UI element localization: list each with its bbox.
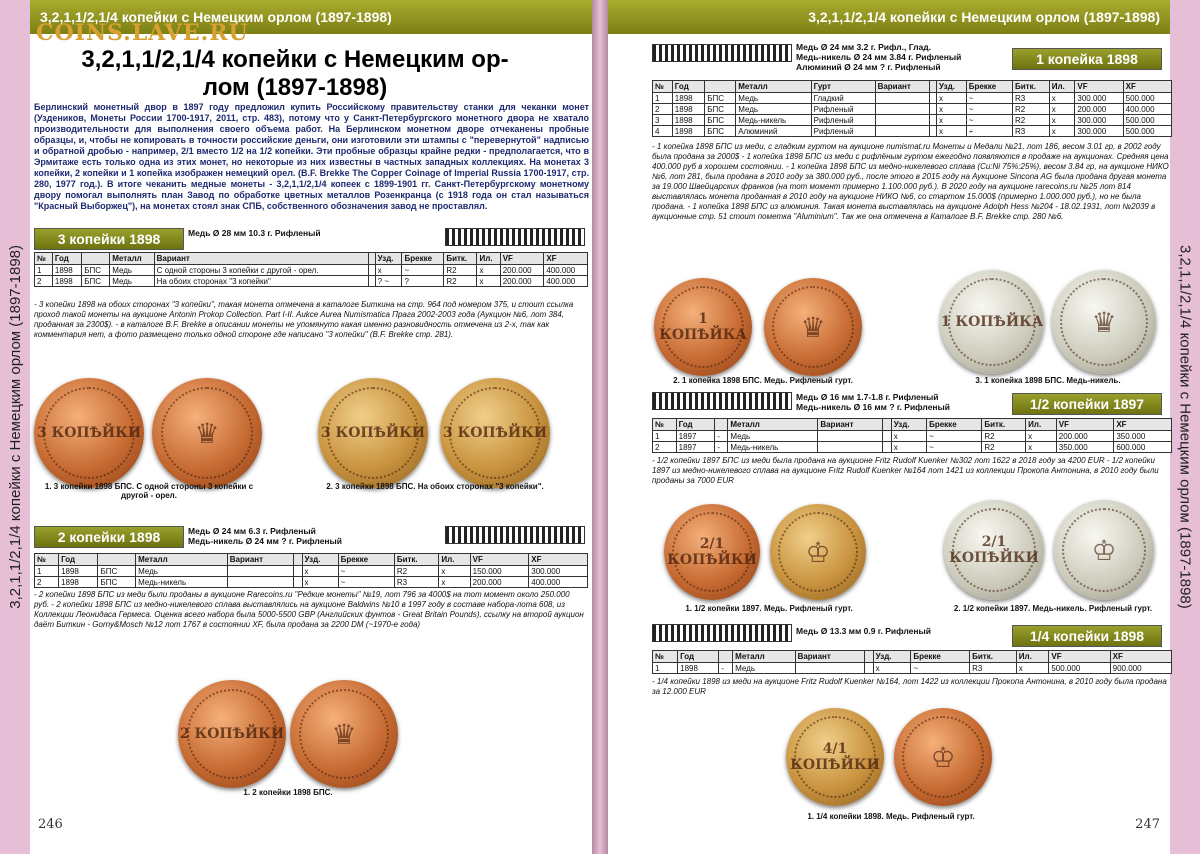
table-cell: ~ (402, 265, 444, 276)
table-cell: 1898 (678, 663, 719, 674)
specs-1-kopek: Медь Ø 24 мм 3.2 г. Рифл., Глад. Медь-никель Ø 24 мм 3.84 г. Рифленый Алюминий Ø 24 мм ? г. Рифленый (796, 42, 962, 72)
table-cell: - (719, 663, 733, 674)
coin-quarter-k-reverse (894, 708, 992, 806)
table-header-cell: XF (529, 554, 588, 566)
table-cell (864, 663, 873, 674)
caption-half-k-1: 1. 1/2 копейки 1897. Медь. Рифленый гурт. (685, 604, 853, 613)
table-cell: На обоих сторонах "3 копейки" (154, 276, 369, 287)
table-2-kopeks (34, 553, 588, 588)
table-cell: ~ (966, 93, 1012, 104)
table-cell: Медь (736, 104, 811, 115)
table-cell: ~ (966, 104, 1012, 115)
table-cell: x (477, 276, 500, 287)
table-header-cell: Узд. (302, 554, 338, 566)
table-cell: x (937, 93, 967, 104)
table-cell: ~ (338, 566, 394, 577)
section-title-half-kopek: 1/2 копейки 1897 (1012, 393, 1162, 415)
table-cell: 200.000 (1056, 431, 1114, 442)
table-cell: 1898 (672, 93, 704, 104)
table-cell: ~ (338, 577, 394, 588)
coin-quarter-k-obverse: 4/1 КОПѢЙКИ (786, 708, 884, 806)
table-cell: БПС (705, 104, 736, 115)
table-cell (875, 104, 929, 115)
table-header-cell: Год (52, 253, 81, 265)
specs-quarter-kopek: Медь Ø 13.3 мм 0.9 г. Рифленый (796, 626, 931, 636)
table-cell: x (302, 566, 338, 577)
right-side-strip (1170, 0, 1200, 854)
table-cell: R2 (444, 276, 477, 287)
table-header-cell (98, 554, 136, 566)
table-header-cell: Битк. (444, 253, 477, 265)
table-cell: Рифленый (811, 104, 875, 115)
barcode-stripes (652, 44, 792, 62)
table-half-kopek (652, 418, 1172, 453)
table-header-cell: Ил. (1016, 651, 1049, 663)
table-header-cell: XF (1123, 81, 1171, 93)
table-cell: 350.000 (1114, 431, 1172, 442)
right-running-header: 3,2,1,1/2,1/4 копейки с Немецким орлом (1897-1898) (608, 0, 1170, 34)
table-header-cell (705, 81, 736, 93)
table-cell: x (1026, 431, 1057, 442)
table-header-cell: Брекке (402, 253, 444, 265)
table-cell: БПС (98, 566, 136, 577)
table-header-cell (715, 419, 728, 431)
table-cell: x (439, 566, 470, 577)
table-3-kopeks (34, 252, 588, 287)
table-header-cell: Год (59, 554, 98, 566)
table-header-cell (864, 651, 873, 663)
barcode-stripes (652, 392, 792, 410)
caption-3k-2: 2. 3 копейки 1898 БПС. На обоих сторонах "3 копейки". (326, 482, 544, 491)
table-cell: x (477, 265, 500, 276)
table-header-cell (82, 253, 110, 265)
specs-3-kopeks: Медь Ø 28 мм 10.3 г. Рифленый (188, 228, 321, 238)
table-header-cell: Металл (733, 651, 795, 663)
table-cell: 400.000 (1123, 104, 1171, 115)
section-title-1-kopek: 1 копейка 1898 (1012, 48, 1162, 70)
table-header-cell: № (653, 651, 678, 663)
table-cell (883, 442, 891, 453)
caption-quarter-k: 1. 1/4 копейки 1898. Медь. Рифленый гурт. (807, 812, 975, 821)
specs-2-kopeks: Медь Ø 24 мм 6.3 г. Рифленый Медь-никель Ø 24 мм ? г. Рифленый (188, 526, 343, 546)
coin-1k-cuni-reverse (1052, 270, 1156, 374)
table-cell: С одной стороны 3 копейки с другой - орел. (154, 265, 369, 276)
table-header-cell: Брекке (911, 651, 970, 663)
table-header-cell: Вариант (227, 554, 293, 566)
table-row (35, 577, 588, 588)
coin-half-k-cuni-obverse: 2/1 КОПѢЙКИ (944, 500, 1044, 600)
monogram-icon: ♔ (1091, 534, 1117, 566)
table-row (653, 115, 1172, 126)
monogram-icon: ♔ (930, 741, 956, 773)
table-header-cell: Брекке (927, 419, 982, 431)
table-header-row (35, 253, 588, 265)
table-quarter-kopek (652, 650, 1172, 674)
table-cell: ~ (927, 442, 982, 453)
table-cell: 300.000 (1075, 115, 1123, 126)
table-cell: 400.000 (544, 265, 588, 276)
table-header-cell (929, 81, 936, 93)
table-cell (293, 566, 302, 577)
table-cell: 200.000 (1075, 104, 1123, 115)
table-header-cell: Узд. (873, 651, 911, 663)
table-header-cell: XF (1110, 651, 1171, 663)
table-header-cell: Брекке (338, 554, 394, 566)
table-cell: x (937, 115, 967, 126)
table-header-cell: Узд. (375, 253, 402, 265)
table-cell: 2 (653, 442, 677, 453)
table-header-cell: Ил. (477, 253, 500, 265)
table-cell: БПС (82, 276, 110, 287)
table-header-cell (293, 554, 302, 566)
table-cell: ~ (966, 115, 1012, 126)
table-cell: 900.000 (1110, 663, 1171, 674)
table-cell: 1898 (672, 104, 704, 115)
table-header-cell: Битк. (970, 651, 1017, 663)
table-cell: 500.000 (1049, 663, 1110, 674)
section-3-kopeks-header (34, 228, 321, 250)
table-row (653, 93, 1172, 104)
notes-half-kopek: - 1/2 копейки 1897 БПС из меди была продана на аукционе Fritz Rudolf Kuenker №302 лот 1622 в 2018 году за 4200 EUR - 1/2 копейки 1897 из медно-никелевого сплава на аукционе Fritz Rudolf Kuenker №164 лот 1421 из коллекции Прокопа Антонина, в 2010 году были проданы за 7000 EUR (652, 456, 1159, 485)
table-cell: Медь (136, 566, 228, 577)
section-title-2-kopeks: 2 копейки 1898 (34, 526, 184, 548)
table-cell: 400.000 (544, 276, 588, 287)
coin-2k-obverse: 2 КОПѢЙКИ (178, 680, 286, 788)
page-number-right: 247 (1135, 817, 1160, 832)
table-cell: Гладкий (811, 93, 875, 104)
coin-half-k-reverse (770, 504, 866, 600)
intro-text: Берлинский монетный двор в 1897 году предложил купить Российскому правительству станки для чеканки монет (Уздеников, Монеты России 1700-1917, 2011, стр. 483), потому что у Санкт-Петербургского монетного двора не хватало производительности для выполнения своего объема работ. На Берлинском монетном дворе отчеканены пробные образцы, и, чтобы не копировать в точности российские деньги, они изготовили эти штампы с "перевернутой" надписью и обратной дробью - например, 2/1 вместо 1/2 на 1/2 копейки. Эти пробные образцы крайне редки - предполагается, что в Эрмитаже есть только одна из этих монет, но некоторые из них известны в частных западных коллекциях. На монетах 3 копейки, 2 копейки и 1 копейка изображен немецкий орел. (B.F. Brekke The Copper Coinage of Imperial Russia 1700-1917, стр. 280, 1977 год.). В итоге чеканить медные монеты - 3,2,1,1/2,1/4 копеек с 1899-1901 гг. Санкт-Петербургскому монетному двору помогал выполнять план Завод по обработке цветных металлов Розенкранца (с 1918 года он стал называться "Красный Выборжец"), на монетах стоял знак СПБ, собственного обозначения завод не проставлял. (34, 102, 589, 211)
table-cell: R3 (970, 663, 1017, 674)
section-2-kopeks-header (34, 526, 342, 548)
table-header-cell: Вариант (818, 419, 883, 431)
table-cell: 1898 (59, 577, 98, 588)
table-cell: x (891, 442, 926, 453)
watermark: COINS.LAVE.RU (36, 20, 249, 46)
table-cell: - (715, 442, 728, 453)
table-cell: 1898 (59, 566, 98, 577)
table-header-cell: Битк. (982, 419, 1026, 431)
table-cell (818, 431, 883, 442)
table-cell: x (1016, 663, 1049, 674)
table-header-cell: Узд. (891, 419, 926, 431)
left-side-title: 3,2,1,1/2,1/4 копейки с Немецким орлом (1897-1898) (6, 245, 24, 609)
table-header-cell: Вариант (154, 253, 369, 265)
book-gutter (592, 0, 608, 854)
table-cell: Рифленый (811, 115, 875, 126)
table-header-cell: Ил. (439, 554, 470, 566)
coin-3k-obverse: 3 КОПѢЙКИ (34, 378, 144, 488)
left-running-header: 3,2,1,1/2,1/4 копейки с Немецким орлом (1897-1898) (30, 0, 592, 34)
table-cell: R2 (444, 265, 477, 276)
table-cell (929, 126, 936, 137)
table-cell: ~ (927, 431, 982, 442)
table-header-cell: VF (1075, 81, 1123, 93)
monogram-icon: ♔ (805, 536, 831, 568)
table-header-cell: Вариант (795, 651, 864, 663)
table-cell: ? ~ (375, 276, 402, 287)
table-header-cell: Узд. (937, 81, 967, 93)
table-cell: ? (402, 276, 444, 287)
table-cell: БПС (705, 126, 736, 137)
table-cell: x (937, 104, 967, 115)
table-cell: 200.000 (470, 577, 529, 588)
table-header-cell: Металл (136, 554, 228, 566)
table-cell: 1 (653, 431, 677, 442)
barcode-stripes (652, 624, 792, 642)
table-cell: Медь-никель (728, 442, 818, 453)
coin-half-k-obverse: 2/1 КОПѢЙКИ (664, 504, 760, 600)
table-header-cell (883, 419, 891, 431)
table-cell: Медь (110, 276, 154, 287)
table-cell (929, 104, 936, 115)
table-cell: 1 (653, 663, 678, 674)
main-title: 3,2,1,1/2,1/4 копейки с Немецким ор-лом (1897-1898) (81, 46, 509, 101)
right-side-title: 3,2,1,1/2,1/4 копейки с Немецким орлом (1897-1898) (1176, 245, 1194, 609)
table-cell (227, 566, 293, 577)
table-header-cell: VF (500, 253, 544, 265)
table-header-cell: Год (676, 419, 715, 431)
table-cell: 500.000 (1123, 126, 1171, 137)
table-cell: - (715, 431, 728, 442)
table-cell: ~ (911, 663, 970, 674)
table-cell: 1 (653, 93, 673, 104)
table-header-cell: VF (1056, 419, 1114, 431)
table-cell (818, 442, 883, 453)
table-header-cell: Год (678, 651, 719, 663)
table-cell: 2 (653, 104, 673, 115)
table-cell: ÷ (966, 126, 1012, 137)
table-cell: 300.000 (529, 566, 588, 577)
table-cell: R3 (394, 577, 439, 588)
eagle-icon: ♛ (194, 417, 220, 449)
table-row (653, 663, 1172, 674)
table-header-cell: Металл (728, 419, 818, 431)
table-header-cell: Битк. (1012, 81, 1049, 93)
table-row (653, 431, 1172, 442)
table-cell: x (1026, 442, 1057, 453)
table-cell: 1898 (52, 265, 81, 276)
table-header-cell: XF (544, 253, 588, 265)
table-cell: R2 (982, 442, 1026, 453)
table-cell: 600.000 (1114, 442, 1172, 453)
table-cell: 300.000 (1075, 126, 1123, 137)
table-cell: x (302, 577, 338, 588)
table-cell: Медь-никель (136, 577, 228, 588)
barcode-stripes (445, 228, 585, 246)
table-header-cell: Металл (110, 253, 154, 265)
coin-1k-reverse (764, 278, 862, 376)
table-header-cell: Гурт (811, 81, 875, 93)
table-row (35, 276, 588, 287)
eagle-icon: ♛ (800, 311, 826, 343)
notes-quarter-kopek: - 1/4 копейки 1898 из меди на аукционе Fritz Rudolf Kuenker №164, лот 1422 из коллекции Прокопа Антонина, в 2010 году была продана за 12.000 EUR (652, 677, 1167, 696)
table-row (35, 566, 588, 577)
left-side-strip (0, 0, 30, 854)
table-cell: x (1049, 115, 1075, 126)
table-cell: 4 (653, 126, 673, 137)
table-cell: R3 (1012, 126, 1049, 137)
left-page (0, 0, 592, 854)
coin-1k-cuni-obverse: 1 КОПѢЙКА (940, 270, 1044, 374)
table-header-cell: Металл (736, 81, 811, 93)
caption-3k-1: 1. 3 копейки 1898 БПС. С одной стороны 3 копейки с другой - орел. (44, 482, 254, 500)
table-cell: 200.000 (500, 276, 544, 287)
table-cell (929, 93, 936, 104)
table-cell: 300.000 (1075, 93, 1123, 104)
notes-2-kopeks: - 2 копейки 1898 БПС из меди были проданы в аукционе Rarecoins.ru "Редкие монеты" №19, лот 796 за 4000$ на тот момент около 250.000 руб. - 2 копейки 1898 БПС из медно-никелевого сплава выставлялись на аукционе Baldwins №10 в 1997 году в составе набора-лота 608, из Коллекции Леонидаса Гермеса. Оценка всего набора была 5000-5500 GBP (Английских фунтов - Great Britain Pounds), ссылку на второй аукцион даёт Биткин - Gorny&Mosch №12 лот 1767 в состоянии XF, была продана за 2200 DM (~1970-е года) (34, 590, 584, 629)
section-title-quarter-kopek: 1/4 копейки 1898 (1012, 625, 1162, 647)
notes-3-kopeks: - 3 копейки 1898 на обоих сторонах "3 копейки", такая монета отмечена в каталоге Биткина на стр. 964 под номером 375, и стоит ссылка проход такой монеты на аукционе Antonin Prokop Collection. Part I-II. Aukce Aurea Numismatica Прага 2002-2003 года (Аукцион №6, лот 384, проданная за 2300$). - в каталоге B.F. Brekke в описании монеты не упомянуто какая именно разновидность отмечена из 2-х, так как комментария нет, а фото размещено только одной стороне где написано "3 копейки" (B.F. Brekke стр. 281). (34, 300, 574, 339)
coin-2k-reverse (290, 680, 398, 788)
table-cell: R2 (1012, 115, 1049, 126)
table-header-cell: Ил. (1026, 419, 1057, 431)
specs-half-kopek: Медь Ø 16 мм 1.7-1.8 г. Рифленый Медь-никель Ø 16 мм ? г. Рифленый (796, 392, 951, 412)
section-title-3-kopeks: 3 копейки 1898 (34, 228, 184, 250)
table-cell: 400.000 (529, 577, 588, 588)
table-header-cell: Брекке (966, 81, 1012, 93)
table-cell: 1898 (672, 115, 704, 126)
table-1-kopek (652, 80, 1172, 137)
table-header-cell: Вариант (875, 81, 929, 93)
table-cell: Рифленый (811, 126, 875, 137)
table-header-row (653, 419, 1172, 431)
caption-2k: 1. 2 копейки 1898 БПС. (243, 788, 333, 797)
table-cell (227, 577, 293, 588)
eagle-icon: ♛ (331, 718, 357, 750)
caption-1k-1: 2. 1 копейка 1898 БПС. Медь. Рифленый гурт. (673, 376, 853, 385)
coin-3k-reverse (152, 378, 262, 488)
table-cell: БПС (705, 93, 736, 104)
table-header-row (653, 651, 1172, 663)
table-header-cell: Год (672, 81, 704, 93)
table-cell: 1 (35, 265, 53, 276)
table-header-row (35, 554, 588, 566)
table-cell: 1897 (676, 442, 715, 453)
right-page (608, 0, 1200, 854)
notes-1-kopek: - 1 копейка 1898 БПС из меди, с гладким гуртом на аукционе numismat.ru Монеты и Медали №21, лот 186, весом 3.01 гр, в 2002 году была продана за 2000$ - 1 копейка 1898 БПС из меди с рифлёным гуртом ежегодно появляются в продаже на аукционах. Средняя цена 400.000 руб в хорошем состоянии. - 1 копейка 1898 БПС из медно-никелевого сплава (Cu:Ni 75%:25%), весом 3.84 гр, на аукционе НИКО №6, лот 281, была продана в 2010 году за 380.000 руб., после этого в 2015 году на Аукционе Sincona AG была продана другая монета за 19.000 Швейцарских франков (на тот момент примерно 1.100.000 руб.). В 2020 году на аукционе rarecoins.ru №25 лот 814 выставлялась монета проданная в 2010 году на аукционе НИКО №6, со стартом 15.000$ (примерно 1.000.000 руб.), но не была продана. - 1 копейка 1898 БПС из алюминия. Такая монета выставлялась на аукционе Adolph Hess №204 - 18.02.1931, лот №2039 в аукционные стр. 51 стоит пометка "Aluminium". Так же она отмечена в Каталоге B.F. Brekke стр. 280 №6. (652, 142, 1169, 221)
table-cell: R3 (1012, 93, 1049, 104)
table-cell: 2 (35, 276, 53, 287)
table-cell: Медь (733, 663, 795, 674)
table-cell: БПС (705, 115, 736, 126)
table-header-cell: № (653, 81, 673, 93)
table-cell: 200.000 (500, 265, 544, 276)
table-header-cell: Битк. (394, 554, 439, 566)
eagle-icon: ♛ (1091, 306, 1117, 338)
table-cell: x (1049, 126, 1075, 137)
table-cell: x (1049, 93, 1075, 104)
barcode-stripes (445, 526, 585, 544)
table-cell: 3 (653, 115, 673, 126)
table-cell: Медь-никель (736, 115, 811, 126)
table-cell (875, 126, 929, 137)
table-row (653, 104, 1172, 115)
table-cell (929, 115, 936, 126)
coin-3k-v2-obverse: 3 КОПѢЙКИ (318, 378, 428, 488)
table-cell: x (873, 663, 911, 674)
table-cell (875, 115, 929, 126)
table-cell: Медь (736, 93, 811, 104)
table-cell: БПС (82, 265, 110, 276)
table-cell: x (1049, 104, 1075, 115)
table-cell (293, 577, 302, 588)
table-row (653, 442, 1172, 453)
table-cell: 500.000 (1123, 115, 1171, 126)
table-header-row (653, 81, 1172, 93)
page-number-left: 246 (38, 817, 63, 832)
table-cell: 350.000 (1056, 442, 1114, 453)
table-header-cell: № (653, 419, 677, 431)
table-cell: 2 (35, 577, 59, 588)
table-row (653, 126, 1172, 137)
table-cell: R2 (982, 431, 1026, 442)
table-cell: 1 (35, 566, 59, 577)
table-cell: x (937, 126, 967, 137)
caption-1k-2: 3. 1 копейка 1898 БПС. Медь-никель. (975, 376, 1121, 385)
table-header-cell (719, 651, 733, 663)
table-header-cell: XF (1114, 419, 1172, 431)
table-cell: 500.000 (1123, 93, 1171, 104)
table-cell: Алюминий (736, 126, 811, 137)
table-cell (795, 663, 864, 674)
table-cell: Медь (728, 431, 818, 442)
coin-1k-obverse: 1 КОПѢЙКА (654, 278, 752, 376)
table-cell: Медь (110, 265, 154, 276)
table-header-cell: VF (470, 554, 529, 566)
table-cell: 150.000 (470, 566, 529, 577)
table-cell: 1898 (52, 276, 81, 287)
table-cell: R2 (1012, 104, 1049, 115)
table-header-cell: VF (1049, 651, 1110, 663)
table-cell: 1897 (676, 431, 715, 442)
table-header-cell: № (35, 253, 53, 265)
table-cell (883, 431, 891, 442)
table-cell: x (375, 265, 402, 276)
coin-half-k-cuni-reverse (1054, 500, 1154, 600)
table-row (35, 265, 588, 276)
table-cell: x (439, 577, 470, 588)
table-cell: R2 (394, 566, 439, 577)
table-cell (875, 93, 929, 104)
table-header-cell: Ил. (1049, 81, 1075, 93)
coin-3k-v2-reverse: 3 КОПѢЙКИ (440, 378, 550, 488)
table-cell: БПС (98, 577, 136, 588)
table-cell: x (891, 431, 926, 442)
table-header-cell: № (35, 554, 59, 566)
table-cell: 1898 (672, 126, 704, 137)
caption-half-k-2: 2. 1/2 копейки 1897. Медь-никель. Рифленый гурт. (953, 604, 1153, 613)
